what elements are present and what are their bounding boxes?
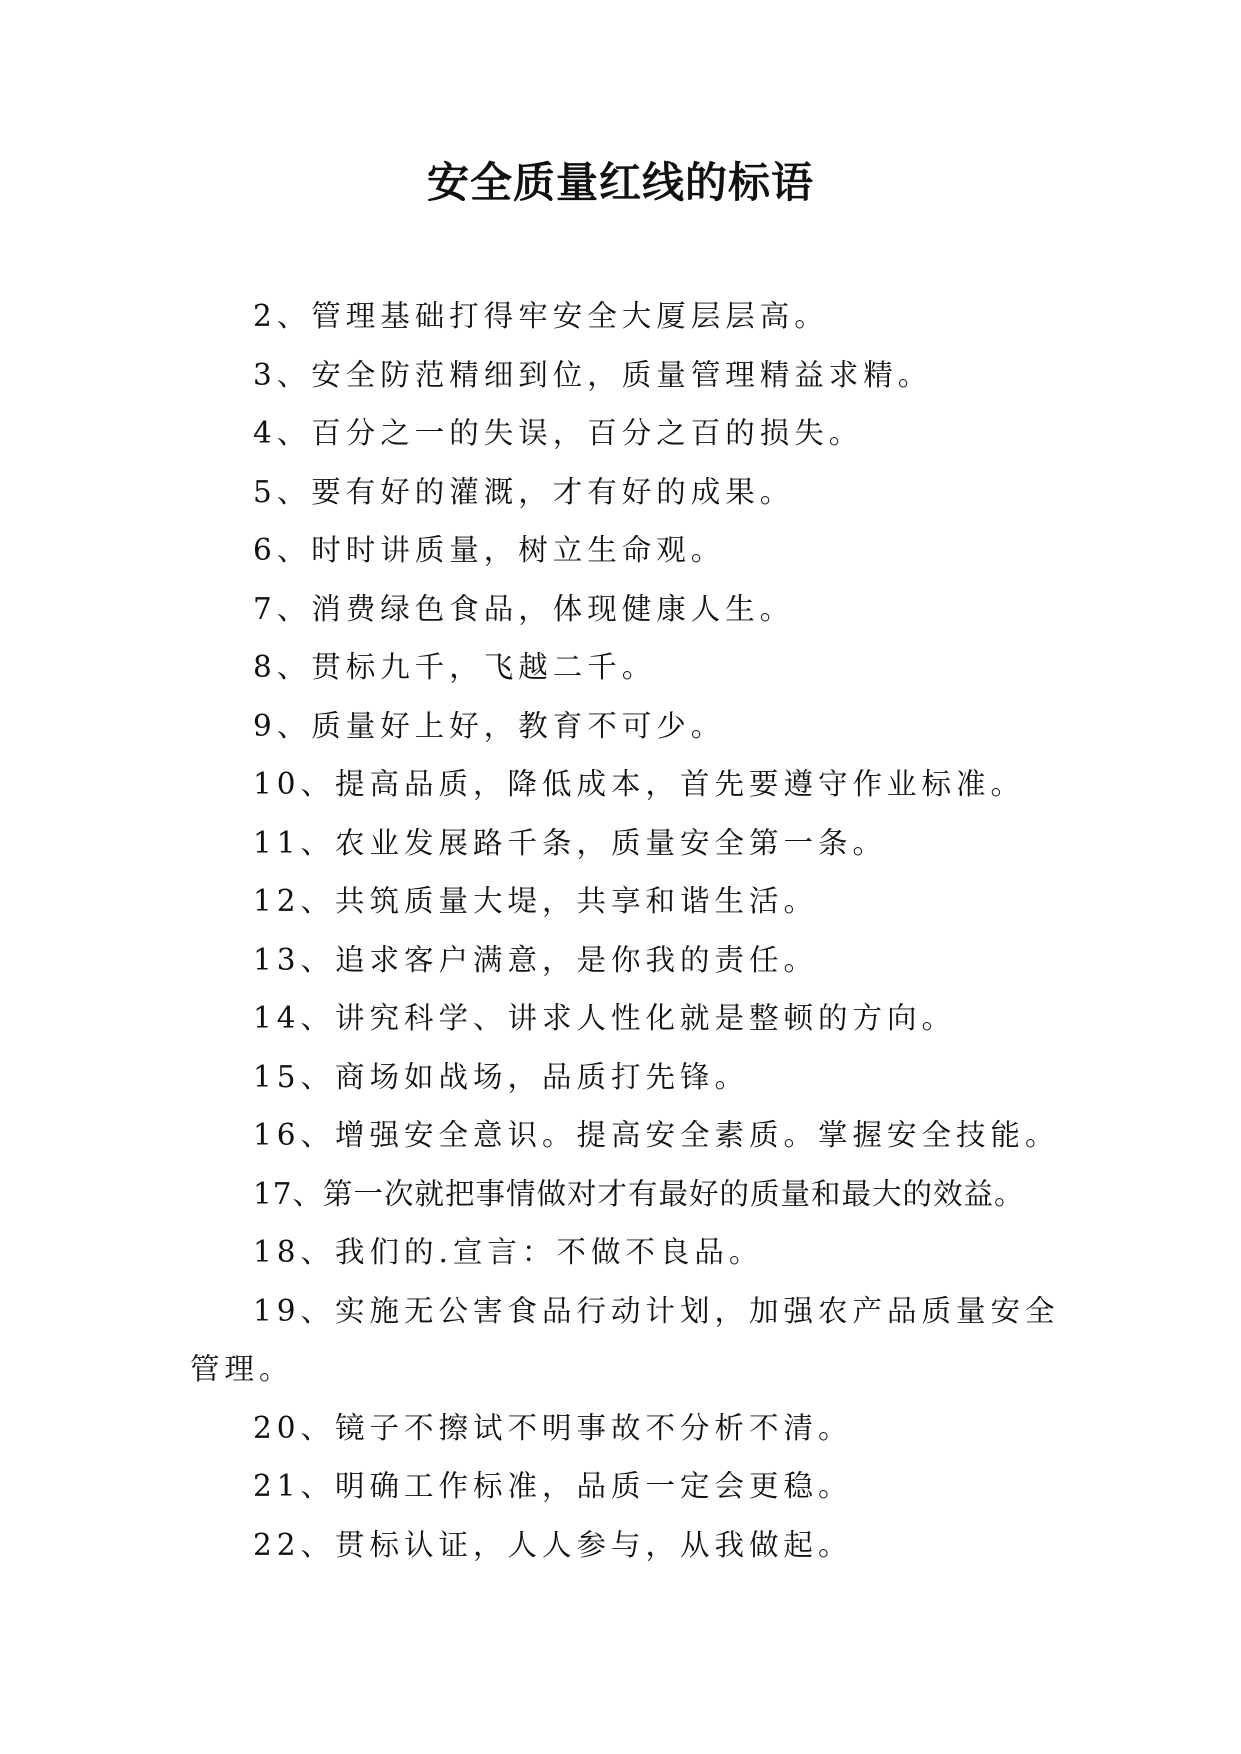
slogan-item-7: 7、消费绿色食品，体现健康人生。 <box>253 591 795 626</box>
document-title: 安全质量红线的标语 <box>426 158 814 207</box>
slogan-item-20: 20、镜子不擦试不明事故不分析不清。 <box>253 1410 853 1445</box>
slogan-item-10: 10、提高品质，降低成本，首先要遵守作业标准。 <box>253 767 1026 801</box>
slogan-item-22: 22、贯标认证，人人参与，从我做起。 <box>253 1527 853 1562</box>
slogan-item-8: 8、贯标九千，飞越二千。 <box>253 650 657 684</box>
slogan-item-14: 14、讲究科学、讲求人性化就是整顿的方向。 <box>253 1001 957 1035</box>
slogan-item-11: 11、农业发展路千条，质量安全第一条。 <box>253 825 888 860</box>
slogan-item-13: 13、追求客户满意，是你我的责任。 <box>253 942 819 977</box>
slogan-item-5: 5、要有好的灌溉，才有好的成果。 <box>253 474 795 509</box>
slogan-item-15: 15、商场如战场，品质打先锋。 <box>253 1059 750 1094</box>
slogan-item-12: 12、共筑质量大堤，共享和谐生活。 <box>253 884 819 918</box>
slogan-item-4: 4、百分之一的失误，百分之百的损失。 <box>253 416 864 450</box>
slogan-item-19: 19、实施无公害食品行动计划，加强农产品质量安全管理。 <box>190 1293 1060 1386</box>
slogan-item-16: 16、增强安全意识。提高安全素质。掌握安全技能。 <box>253 1118 1060 1152</box>
slogan-item-21: 21、明确工作标准，品质一定会更稳。 <box>253 1469 853 1503</box>
slogan-item-9: 9、质量好上好，教育不可少。 <box>253 708 726 743</box>
slogan-item-3: 3、安全防范精细到位，质量管理精益求精。 <box>253 357 933 392</box>
slogan-item-6: 6、时时讲质量，树立生命观。 <box>253 533 726 567</box>
slogan-item-17: 17、第一次就把事情做对才有最好的质量和最大的效益。 <box>253 1176 1025 1211</box>
slogan-item-2: 2、管理基础打得牢安全大厦层层高。 <box>253 299 829 333</box>
slogan-item-18: 18、我们的.宣言：不做不良品。 <box>253 1235 764 1269</box>
slogan-list <box>190 287 1060 1574</box>
